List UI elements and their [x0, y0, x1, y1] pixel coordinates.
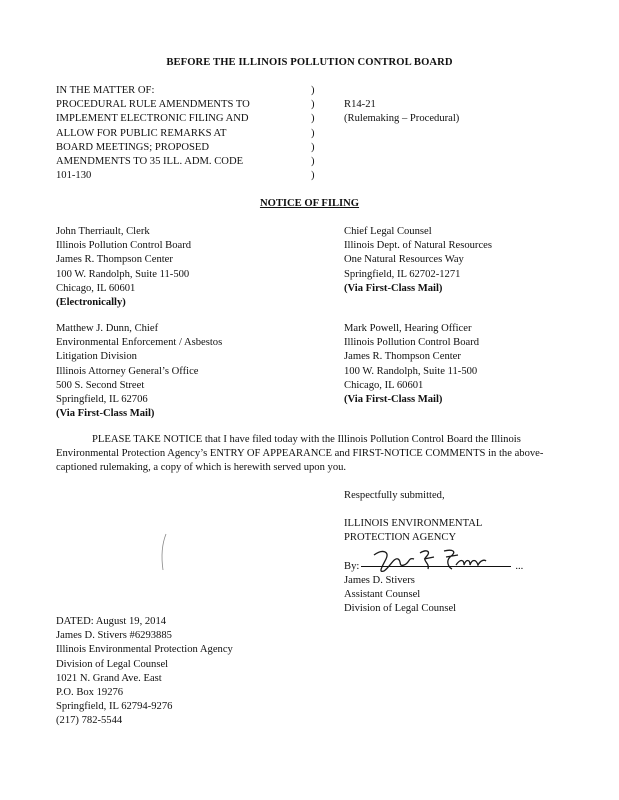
footer-line: DATED: August 19, 2014	[56, 616, 167, 627]
caption-line: 101-130	[56, 170, 92, 182]
address-attorney-general	[56, 322, 222, 421]
signer-line: James D. Stivers	[344, 575, 415, 586]
address-line: Illinois Pollution Control Board	[344, 337, 480, 349]
address-line: Litigation Division	[56, 351, 137, 363]
caption-line: AMENDMENTS TO 35 ILL. ADM. CODE	[56, 155, 244, 167]
address-clerk	[56, 225, 191, 310]
address-line: John Therriault, Clerk	[56, 226, 150, 237]
footer-line: (217) 782-5544	[56, 715, 123, 727]
caption-line: IN THE MATTER OF:	[56, 85, 155, 96]
caption-paren: )	[311, 127, 315, 139]
case-type: (Rulemaking – Procedural)	[344, 113, 460, 125]
address-line: Mark Powell, Hearing Officer	[344, 323, 472, 334]
caption-line: PROCEDURAL RULE AMENDMENTS TO	[56, 99, 250, 111]
address-line: 100 W. Randolph, Suite 11-500	[56, 268, 190, 280]
address-line: Springfield, IL 62706	[56, 393, 148, 405]
notice-paragraph	[56, 433, 556, 476]
by-label: By:	[344, 561, 360, 572]
stray-pen-mark	[158, 532, 170, 572]
agency-line: ILLINOIS ENVIRONMENTAL	[344, 518, 483, 529]
signer-line: Assistant Counsel	[344, 589, 421, 601]
signature-rule	[361, 566, 511, 567]
signature-trailing: ...	[515, 561, 524, 572]
caption-paren: )	[311, 99, 315, 111]
address-line: 100 W. Randolph, Suite 11-500	[344, 365, 478, 377]
agency-name	[344, 517, 482, 545]
delivery-method: (Via First-Class Mail)	[344, 282, 443, 294]
address-line: One Natural Resources Way	[344, 254, 464, 266]
address-line: Illinois Attorney General’s Office	[56, 365, 199, 377]
footer-line: Springfield, IL 62794-9276	[56, 701, 173, 713]
caption-paren: )	[311, 170, 315, 182]
delivery-method: (Via First-Class Mail)	[344, 393, 443, 405]
footer-line: Division of Legal Counsel	[56, 658, 169, 670]
address-line: Chief Legal Counsel	[344, 226, 432, 237]
address-line: 500 S. Second Street	[56, 379, 145, 391]
address-line: Springfield, IL 62702-1271	[344, 268, 461, 280]
document-title: BEFORE THE ILLINOIS POLLUTION CONTROL BOARD	[166, 57, 453, 68]
delivery-method: (Electronically)	[56, 296, 126, 308]
caption-line: ALLOW FOR PUBLIC REMARKS AT	[56, 127, 227, 139]
caption-matter	[56, 84, 250, 183]
case-number: R14-21	[344, 99, 376, 110]
caption-parentheses	[311, 84, 315, 183]
caption-case	[344, 98, 459, 126]
signature-line	[344, 560, 523, 574]
footer-contact	[56, 615, 233, 729]
address-line: James R. Thompson Center	[56, 254, 173, 266]
footer-line: Illinois Environmental Protection Agency	[56, 644, 233, 656]
caption-paren: )	[311, 85, 315, 96]
address-line: Matthew J. Dunn, Chief	[56, 323, 159, 334]
address-line: Illinois Dept. of Natural Resources	[344, 240, 492, 252]
address-line: Chicago, IL 60601	[344, 379, 424, 391]
agency-line: PROTECTION AGENCY	[344, 532, 457, 544]
caption-paren: )	[311, 113, 315, 125]
delivery-method: (Via First-Class Mail)	[56, 408, 155, 420]
notice-heading-text: NOTICE OF FILING	[259, 198, 360, 209]
address-hearing-officer	[344, 322, 479, 407]
address-line: Illinois Pollution Control Board	[56, 240, 192, 252]
caption-paren: )	[311, 155, 315, 167]
signer-line: Division of Legal Counsel	[344, 603, 457, 615]
caption-line: IMPLEMENT ELECTRONIC FILING AND	[56, 113, 249, 125]
caption-paren: )	[311, 141, 315, 153]
notice-paragraph-text: PLEASE TAKE NOTICE that I have filed today with the Illinois Pollution Control Board the Illinois Environmental Protection Agency’s ENTRY OF APPEARANCE and FIRST-NOTICE COMMENTS in the above-captioned rulemaking, a copy of which is herewith served upon you.	[56, 434, 544, 474]
address-line: Environmental Enforcement / Asbestos	[56, 337, 223, 349]
address-line: James R. Thompson Center	[344, 351, 461, 363]
footer-line: James D. Stivers #6293885	[56, 630, 172, 642]
signer-block	[344, 574, 456, 617]
caption-line: BOARD MEETINGS; PROPOSED	[56, 141, 210, 153]
footer-line: 1021 N. Grand Ave. East	[56, 672, 162, 684]
notice-heading	[0, 197, 619, 211]
closing: Respectfully submitted,	[344, 490, 445, 501]
footer-line: P.O. Box 19276	[56, 686, 124, 698]
address-line: Chicago, IL 60601	[56, 282, 136, 294]
address-dnr	[344, 225, 492, 296]
